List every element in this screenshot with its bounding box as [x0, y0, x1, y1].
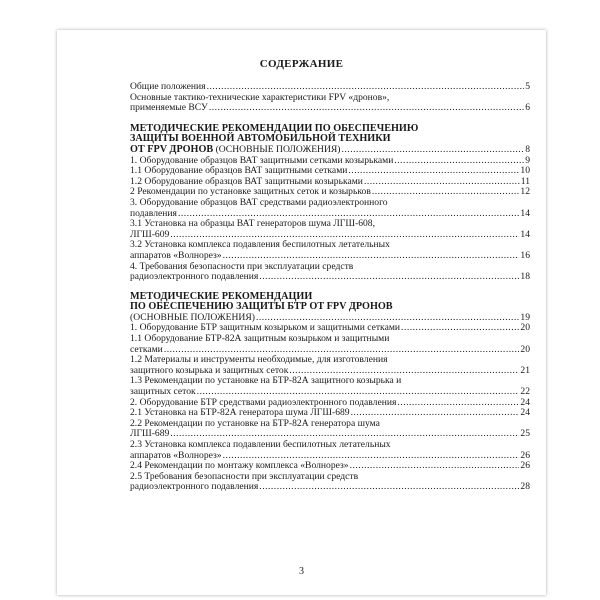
page-ref: 11 — [520, 175, 530, 187]
toc-entry-line: 1.2 Материалы и инструменты необходимые, для изготовления — [130, 354, 388, 366]
leader-dots — [259, 482, 519, 493]
toc-entry[interactable] — [130, 334, 530, 355]
page-ref: 5 — [525, 81, 530, 92]
leader-dots — [364, 177, 520, 188]
document-page — [57, 30, 546, 595]
toc-entry-title: 2.1 Установка на БТР-82А генератора шума ЛГШ-689 — [130, 407, 350, 419]
page-title: СОДЕРЖАНИЕ — [259, 58, 344, 70]
leader-dots — [348, 166, 519, 177]
toc-entry-line: 3.1 Установка на образцы ВАТ генераторов шума ЛГШ-608, — [130, 218, 376, 230]
leader-dots — [223, 251, 520, 262]
toc-entry-title: применяемые ВСУ — [130, 102, 208, 114]
page-ref: 12 — [520, 186, 530, 198]
section-1-heading[interactable] — [130, 124, 530, 156]
toc-entry-title: защитного козырька и защитных сеток — [130, 364, 289, 376]
toc-entry-title: ЛГШ-689 — [130, 428, 170, 440]
toc-entry[interactable] — [130, 376, 530, 397]
page-ref: 9 — [525, 154, 530, 166]
page-ref: 20 — [520, 322, 530, 334]
page-number: 3 — [299, 566, 304, 577]
section-1-heading-bold-part: ОТ FPV ДРОНОВ — [130, 143, 214, 155]
toc-entry-title: подавления — [130, 207, 177, 219]
section-1-heading-line: МЕТОДИЧЕСКИЕ РЕКОМЕНДАЦИИ ПО ОБЕСПЕЧЕНИЮ — [130, 122, 419, 134]
toc-entry-line: 2.5 Требования безопасности при эксплуатации средств — [130, 470, 359, 482]
leader-dots — [350, 461, 520, 472]
intro-entries — [130, 82, 530, 114]
toc-entry-line: 2.2 Рекомендации по установке на БТР-82А генератора шума — [130, 417, 380, 429]
page-ref: 26 — [520, 449, 530, 461]
leader-dots — [209, 103, 524, 114]
page-ref: 24 — [520, 407, 530, 419]
table-of-contents — [130, 82, 530, 493]
toc-entry-line: 1.1 Оборудование БТР-82А защитным козырьком и защитными — [130, 333, 390, 345]
toc-entry-line: Основные тактико-технические характеристики FPV «дронов», — [130, 91, 390, 103]
leader-dots — [401, 323, 519, 334]
toc-entry-title: защитных сеток — [130, 386, 196, 398]
toc-entry[interactable] — [130, 93, 530, 114]
toc-entry-title: 1.2 Оборудование образцов ВАТ защитными козырьками — [130, 175, 363, 187]
toc-entry[interactable] — [130, 355, 530, 376]
section-2-heading-line: МЕТОДИЧЕСКИЕ РЕКОМЕНДАЦИИ — [130, 290, 313, 302]
toc-entry[interactable] — [130, 240, 530, 261]
toc-entry[interactable] — [130, 419, 530, 440]
toc-entry-line: 3. Оборудование образцов ВАТ средствами радиоэлектронного — [130, 196, 388, 208]
toc-entry-title: 1.1 Оборудование образцов ВАТ защитными сетками — [130, 165, 348, 177]
toc-entry-title: аппаратов «Волнорез» — [130, 449, 222, 461]
section-2-heading-line: ПО ОБЕСПЕЧЕНИЮ ЗАЩИТЫ БТР ОТ FPV ДРОНОВ — [130, 301, 393, 313]
section-1-heading-normal-part: (ОСНОВНЫЕ ПОЛОЖЕНИЯ) — [213, 143, 341, 155]
toc-entry-line: 2.3 Установка комплекса подавлении беспилотных летательных — [130, 439, 391, 450]
toc-entry-title: 2 Рекомендации по установке защитных сеток и козырьков — [130, 186, 371, 198]
leader-dots — [259, 272, 519, 283]
leader-dots — [397, 398, 519, 409]
section-2-heading[interactable] — [130, 292, 530, 324]
section-2-heading-normal-part: (ОСНОВНЫЕ ПОЛОЖЕНИЯ) — [130, 311, 255, 323]
page-ref: 19 — [520, 311, 530, 323]
toc-entry-title: аппаратов «Волнорез» — [130, 249, 222, 261]
toc-entry-title: радиоэлектронного подавления — [130, 481, 259, 493]
page-ref: 20 — [520, 343, 530, 355]
toc-entry-title: 1. Оборудование образцов ВАТ защитными сетками козырьками — [130, 154, 394, 166]
page-ref: 14 — [520, 207, 530, 219]
page-ref: 28 — [520, 481, 530, 493]
page-ref: 24 — [520, 396, 530, 408]
toc-entry-title: сетками — [130, 343, 163, 355]
page-ref: 10 — [520, 165, 530, 177]
toc-entry[interactable] — [130, 262, 530, 283]
leader-dots — [394, 156, 524, 167]
toc-entry[interactable] — [130, 82, 530, 93]
toc-entry-title: Общие положения — [130, 81, 206, 92]
page-ref: 25 — [520, 428, 530, 440]
leader-dots — [372, 187, 520, 198]
toc-entry-line: 3.2 Установка комплекса подавления беспилотных летательных — [130, 239, 390, 251]
toc-entry-title: 2.4 Рекомендации по монтажу комплекса «Волнорез» — [130, 460, 349, 472]
page-ref: 16 — [520, 249, 530, 261]
page-ref: 22 — [520, 386, 530, 398]
toc-entry-title: 2. Оборудование БТР средствами радиоэлектронного подавления — [130, 396, 397, 408]
page-ref: 8 — [525, 143, 530, 155]
section-1-entries — [130, 156, 530, 283]
toc-entry[interactable] — [130, 440, 530, 461]
toc-entry[interactable] — [130, 472, 530, 493]
page-ref: 14 — [520, 228, 530, 240]
toc-entry-title: ЛГШ-609 — [130, 228, 170, 240]
toc-entry[interactable] — [130, 198, 530, 219]
section-2-entries — [130, 323, 530, 493]
toc-entry-line: 4. Требования безопасности при эксплуатации средств — [130, 260, 354, 272]
page-ref: 26 — [520, 460, 530, 472]
page-ref: 21 — [520, 364, 530, 376]
toc-entry-line: 1.3 Рекомендации по установке на БТР-82А защитного козырька и — [130, 375, 402, 387]
page-ref: 18 — [520, 271, 530, 283]
toc-entry[interactable] — [130, 219, 530, 240]
toc-entry-title: радиоэлектронного подавления — [130, 271, 259, 283]
section-1-heading-line: ЗАЩИТЫ ВОЕННОЙ АВТОМОБИЛЬНОЙ ТЕХНИКИ — [130, 133, 391, 145]
leader-dots — [342, 145, 525, 156]
leader-dots — [207, 82, 525, 93]
page-ref: 6 — [525, 102, 530, 114]
toc-entry-title: 1. Оборудование БТР защитным козырьком и защитными сетками — [130, 322, 401, 334]
